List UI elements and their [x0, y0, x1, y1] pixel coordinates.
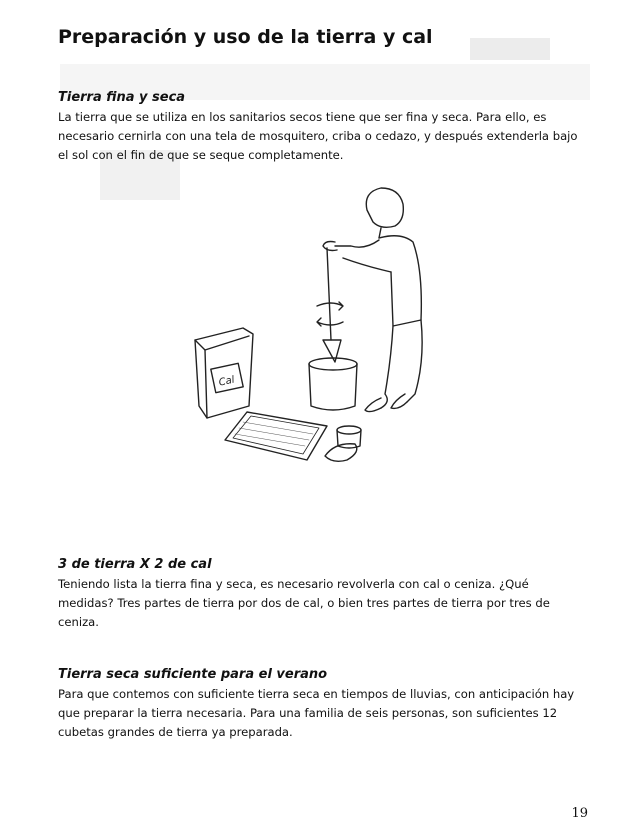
bleed-through-block — [470, 38, 550, 60]
section-heading: Tierra fina y seca — [58, 90, 186, 105]
mixing-stick — [317, 248, 343, 362]
can-and-scoop — [325, 426, 361, 461]
section-body: Para que contemos con suficiente tierra seca en tiempos de lluvias, con anticipación hay que preparar la tierra necesaria. Para una familia de seis personas, son suficientes 12 cubetas grandes de tierra ya preparada. — [58, 687, 575, 739]
person-figure — [323, 188, 422, 412]
section-tierra-fina — [58, 90, 588, 165]
sieve-screen — [225, 412, 327, 460]
page-title: Preparación y uso de la tierra y cal — [58, 26, 433, 48]
page-number: 19 — [571, 806, 588, 821]
section-body: La tierra que se utiliza en los sanitarios secos tiene que ser fina y seca. Para ello, es necesario cernirla con una tela de mosquitero, criba o cedazo, y después extenderla bajo el sol con el fin de que se seque completamente. — [58, 110, 578, 162]
bucket — [309, 358, 357, 410]
section-tierra-verano — [58, 667, 588, 742]
bag-label: Cal — [217, 374, 236, 389]
cal-bag — [195, 328, 253, 418]
section-tierra-cal — [58, 557, 588, 632]
section-heading: Tierra seca suficiente para el verano — [58, 667, 328, 682]
section-body: Teniendo lista la tierra fina y seca, es necesario revolverla con cal o ceniza. ¿Qué medidas? Tres partes de tierra por dos de cal, o bien tres partes de tierra por tres de ceniza. — [58, 577, 550, 629]
section-heading: 3 de tierra X 2 de cal — [58, 557, 212, 572]
illustration-mixing-soil — [185, 180, 435, 470]
